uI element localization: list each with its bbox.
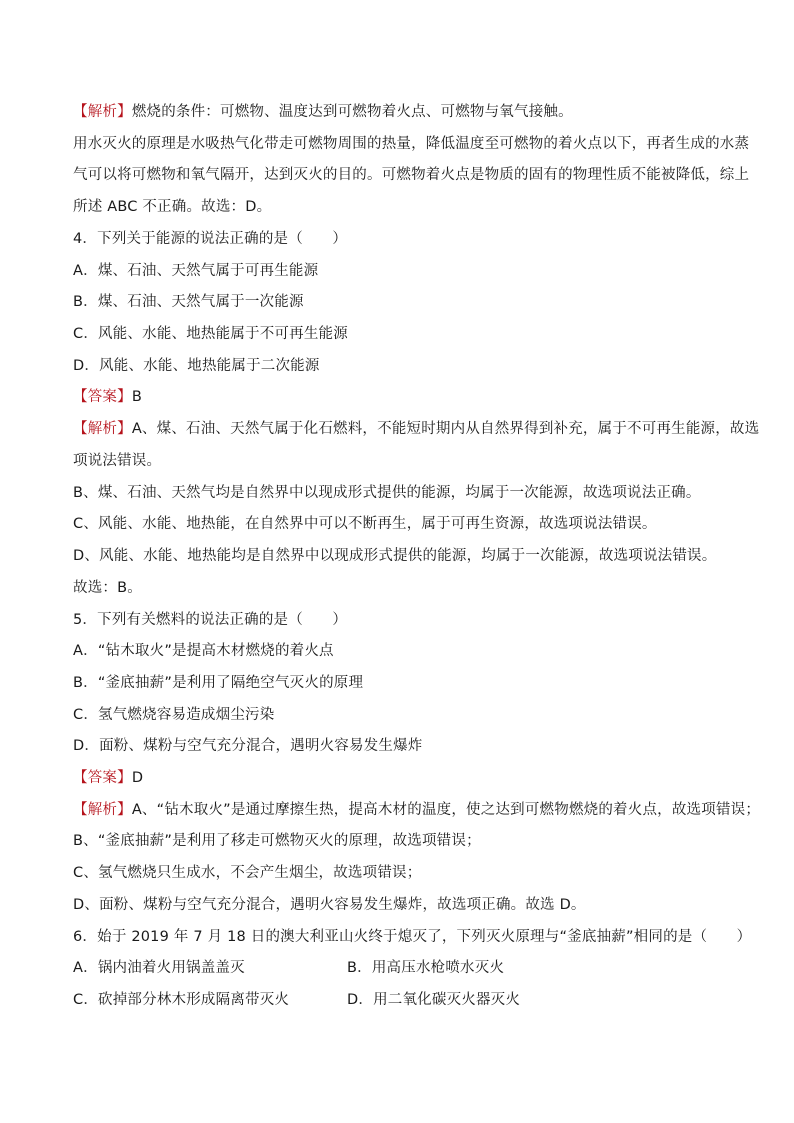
analysis-tag: 【解析】 (73, 802, 132, 818)
q5-option-b: B．“釜底抽薪”是利用了隔绝空气灭火的原理 (73, 675, 364, 691)
q5-analysis-line-4: D、面粉、煤粉与空气充分混合，遇明火容易发生爆炸，故选项正确。故选 D。 (73, 897, 586, 913)
q6-option-c: C．砍掉部分林木形成隔离带灭火 (73, 992, 290, 1008)
q6-option-a: A．锅内油着火用锅盖盖灭 (73, 960, 245, 976)
q4-option-a: A．煤、石油、天然气属于可再生能源 (73, 263, 319, 279)
q5-analysis-line-1 (73, 800, 760, 820)
answer-value: B (131, 389, 142, 405)
q6-option-b: B．用高压水枪喷水灭火 (347, 960, 505, 976)
analysis-text: A、煤、石油、天然气属于化石燃料，不能短时期内从自然界得到补充，属于不可再生能源，故选 (131, 421, 760, 437)
analysis-tag: 【解析】 (73, 421, 132, 437)
q4-option-c: C．风能、水能、地热能属于不可再生能源 (73, 326, 348, 342)
q5-option-c: C．氢气燃烧容易造成烟尘污染 (73, 707, 275, 723)
q5-analysis-line-2: B、“釜底抽薪”是利用了移走可燃物灭火的原理，故选项错误； (73, 833, 481, 849)
q4-analysis-line-2: 项说法错误。 (73, 453, 162, 469)
q5-analysis-line-3: C、氢气燃烧只生成水，不会产生烟尘，故选项错误； (73, 865, 422, 881)
q5-option-a: A．“钻木取火”是提高木材燃烧的着火点 (73, 643, 334, 659)
q3-analysis-line-3: 气可以将可燃物和氧气隔开，达到灭火的目的。可燃物着火点是物质的固有的物理性质不能被降低，综上 (73, 167, 750, 183)
q3-analysis-line-1 (73, 102, 573, 122)
q4-stem: 4．下列关于能源的说法正确的是（ ） (73, 231, 348, 247)
q4-analysis-line-3: B、煤、石油、天然气均是自然界中以现成形式提供的能源，均属于一次能源，故选项说法正确。 (73, 485, 701, 501)
q5-stem: 5．下列有关燃料的说法正确的是（ ） (73, 612, 348, 628)
q4-answer (73, 387, 142, 407)
q4-analysis-line-4: C、风能、水能、地热能，在自然界中可以不断再生，属于可再生资源，故选项说法错误。 (73, 516, 657, 532)
q4-analysis-line-6: 故选：B。 (73, 580, 142, 596)
q3-analysis-line-4: 所述 ABC 不正确。故选：D。 (73, 199, 272, 215)
q4-option-b: B．煤、石油、天然气属于一次能源 (73, 294, 304, 310)
analysis-tag: 【解析】 (73, 104, 132, 120)
answer-tag: 【答案】 (73, 389, 132, 405)
q6-option-d: D．用二氧化碳灭火器灭火 (347, 992, 521, 1008)
q5-option-d: D．面粉、煤粉与空气充分混合，遇明火容易发生爆炸 (73, 738, 423, 754)
answer-tag: 【答案】 (73, 770, 132, 786)
q4-analysis-line-5: D、风能、水能、地热能均是自然界中以现成形式提供的能源，均属于一次能源，故选项说法错误。 (73, 548, 717, 564)
q5-answer (73, 768, 143, 788)
q4-analysis-line-1 (73, 419, 759, 439)
analysis-text: 燃烧的条件：可燃物、温度达到可燃物着火点、可燃物与氧气接触。 (131, 104, 573, 120)
q3-analysis-line-2: 用水灭火的原理是水吸热气化带走可燃物周围的热量，降低温度至可燃物的着火点以下，再者生成的水蒸 (73, 136, 750, 152)
q4-option-d: D．风能、水能、地热能属于二次能源 (73, 358, 320, 374)
answer-value: D (131, 770, 144, 786)
q6-stem: 6．始于 2019 年 7 月 18 日的澳大利亚山火终于熄灭了，下列灭火原理与“釜底抽薪”相同的是（ ） (73, 929, 752, 945)
analysis-text: A、“钻木取火”是通过摩擦生热，提高木材的温度，使之达到可燃物燃烧的着火点，故选项错误； (131, 802, 761, 818)
